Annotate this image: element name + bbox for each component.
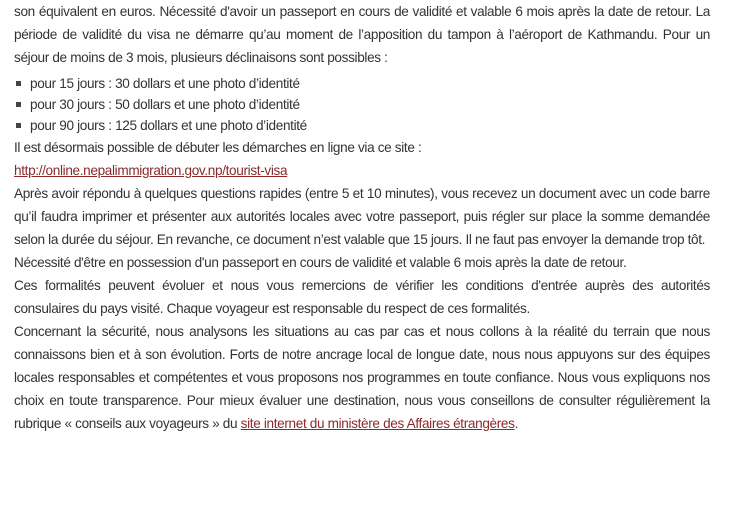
visa-option-15-days: pour 15 jours : 30 dollars et une photo d’identité xyxy=(30,76,300,91)
list-item xyxy=(14,115,710,136)
list-item xyxy=(14,73,710,94)
passport-requirement-paragraph: Nécessité d'être en possession d'un passeport en cours de validité et valable 6 mois après la date de retour. xyxy=(14,255,627,270)
nepal-immigration-link[interactable]: http://online.nepalimmigration.gov.np/tourist-visa xyxy=(14,163,288,178)
online-process-paragraph: Après avoir répondu à quelques questions rapides (entre 5 et 10 minutes), vous recevez un document avec un code barre qu’il faudra imprimer et présenter aux autorités locales avec votre passeport, puis régler sur place la somme demandée selon la durée du séjour. En revanche, ce document n’est valable que 15 jours. Il ne faut pas envoyer la demande trop tôt. xyxy=(14,186,710,247)
visa-options-list xyxy=(14,73,710,136)
online-intro-paragraph: Il est désormais possible de débuter les démarches en ligne via ce site : xyxy=(14,140,422,155)
foreign-affairs-link[interactable]: site internet du ministère des Affaires étrangères xyxy=(240,416,515,431)
security-end: . xyxy=(514,416,519,431)
visa-option-30-days: pour 30 jours : 50 dollars et une photo d’identité xyxy=(30,97,300,112)
bullet-icon xyxy=(16,102,21,107)
formalities-paragraph: Ces formalités peuvent évoluer et nous vous remercions de vérifier les conditions d'entrée auprès des autorités consulaires du pays visité. Chaque voyageur est responsable du respect de ces formalités. xyxy=(14,278,710,316)
visa-option-90-days: pour 90 jours : 125 dollars et une photo d’identité xyxy=(30,118,307,133)
bullet-icon xyxy=(16,123,21,128)
online-link-paragraph xyxy=(14,159,710,182)
bullet-icon xyxy=(16,81,21,86)
security-paragraph xyxy=(14,320,710,435)
visa-info-content xyxy=(14,0,710,435)
visa-intro-paragraph: son équivalent en euros. Nécessité d'avoir un passeport en cours de validité et valable 6 mois après la date de retour. La période de validité du visa ne démarre qu’au moment de l’apposition du tampon à l’aéroport de Kathmandu. Pour un séjour de moins de 3 mois, plusieurs déclinaisons sont possibles : xyxy=(14,4,710,65)
security-text: Concernant la sécurité, nous analysons les situations au cas par cas et nous collons à la réalité du terrain que nous connaissons bien et à son évolution. Forts de notre ancrage local de longue date, nous nous appuyons sur des équipes locales responsables et compétentes et vous proposons nos programmes en toute confiance. Nous vous expliquons nos choix en toute transparence. Pour mieux évaluer une destination, nous vous conseillons de consulter régulièrement la rubrique « conseils aux voyageurs » du xyxy=(14,324,710,431)
list-item xyxy=(14,94,710,115)
